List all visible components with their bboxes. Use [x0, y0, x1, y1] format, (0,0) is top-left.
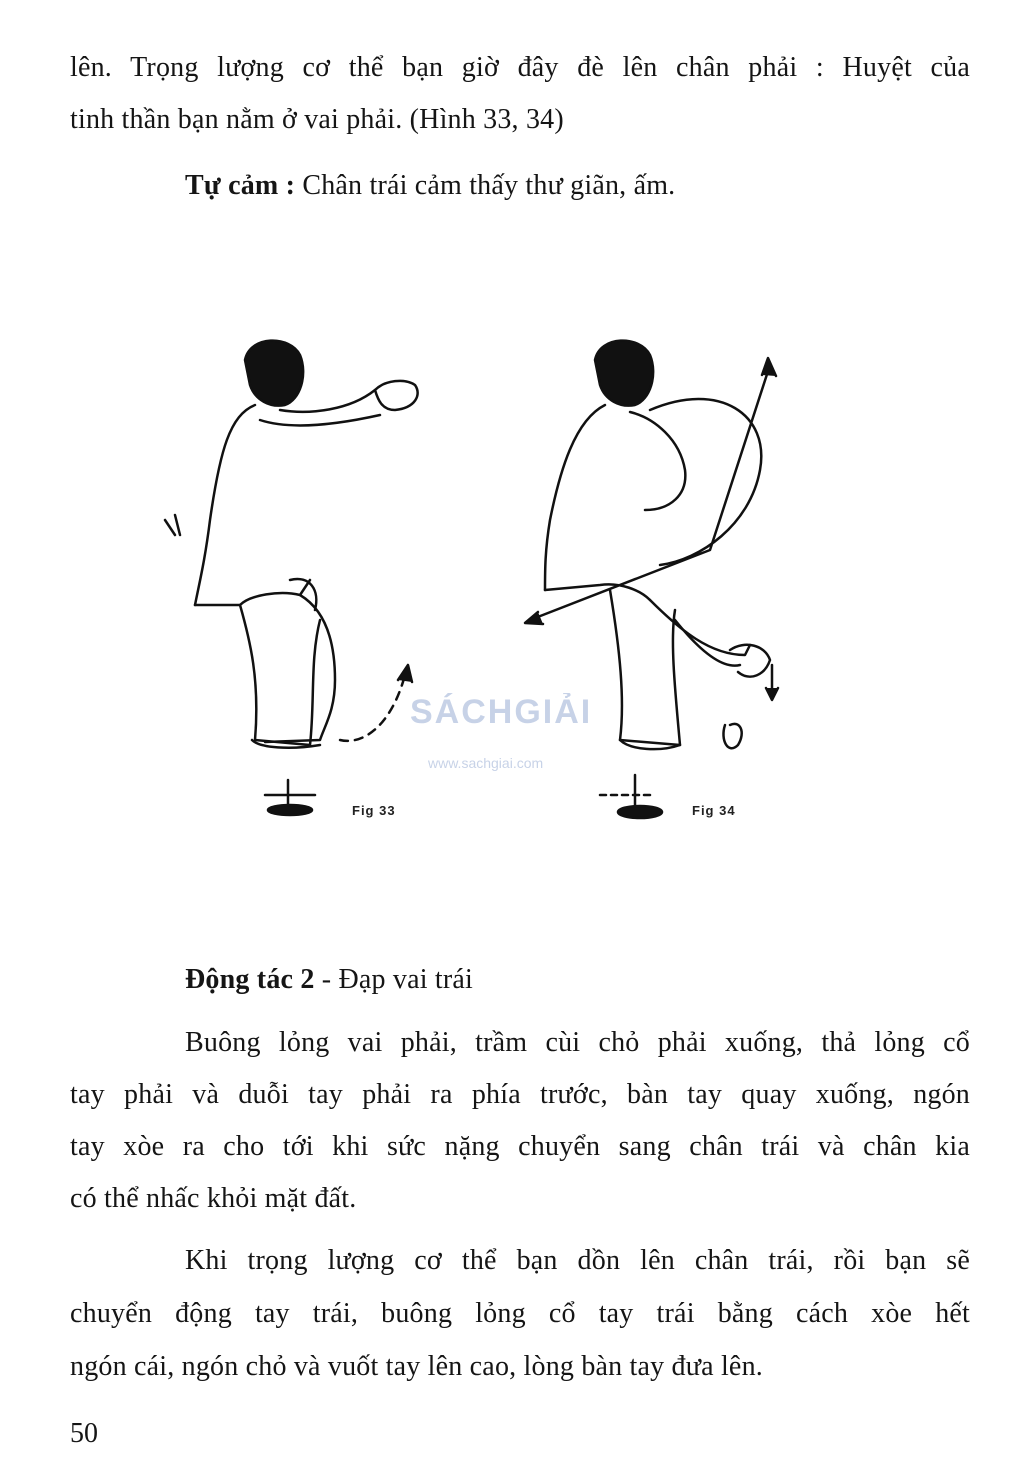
paragraph-3-line-3: ngón cái, ngón chỏ và vuốt tay lên cao, lòng bàn tay đưa lên.	[70, 1351, 763, 1382]
paragraph-2-line-4: có thể nhấc khỏi mặt đất.	[70, 1183, 357, 1214]
figure-34-label: Fig 34	[692, 803, 736, 818]
tu-cam-line	[185, 168, 885, 204]
figure-33-label: Fig 33	[352, 803, 396, 818]
watermark	[410, 685, 620, 785]
paragraph-1-line-2: tinh thần bạn nằm ở vai phải. (Hình 33, 34)	[70, 104, 564, 135]
section-heading-bold: Động tác 2	[185, 964, 315, 995]
paragraph-2-line-3: tay xòe ra cho tới khi sức nặng chuyển sang chân trái và chân kia	[70, 1131, 970, 1162]
tu-cam-label: Tự cảm :	[185, 170, 296, 201]
page-number: 50	[70, 1418, 98, 1449]
paragraph-3-line-2: chuyển động tay trái, buông lỏng cổ tay trái bằng cách xòe hết	[70, 1298, 970, 1329]
section-heading	[185, 962, 885, 998]
tu-cam-text: Chân trái cảm thấy thư giãn, ấm.	[295, 170, 676, 201]
figure-33-drawing	[165, 341, 418, 815]
watermark-url: www.sachgiai.com	[428, 755, 544, 771]
paragraph-1-line-1: lên. Trọng lượng cơ thể bạn giờ đây đè lên chân phải : Huyệt của	[70, 52, 970, 83]
paragraph-3-line-1: Khi trọng lượng cơ thể bạn dồn lên chân trái, rồi bạn sẽ	[185, 1245, 970, 1276]
paragraph-2-line-1: Buông lỏng vai phải, trầm cùi chỏ phải xuống, thả lỏng cổ	[185, 1027, 970, 1058]
section-heading-rest: - Đạp vai trái	[314, 964, 474, 995]
watermark-title: SÁCHGIẢI	[410, 693, 593, 731]
paragraph-2-line-2: tay phải và duỗi tay phải ra phía trước, bàn tay quay xuống, ngón	[70, 1079, 970, 1110]
